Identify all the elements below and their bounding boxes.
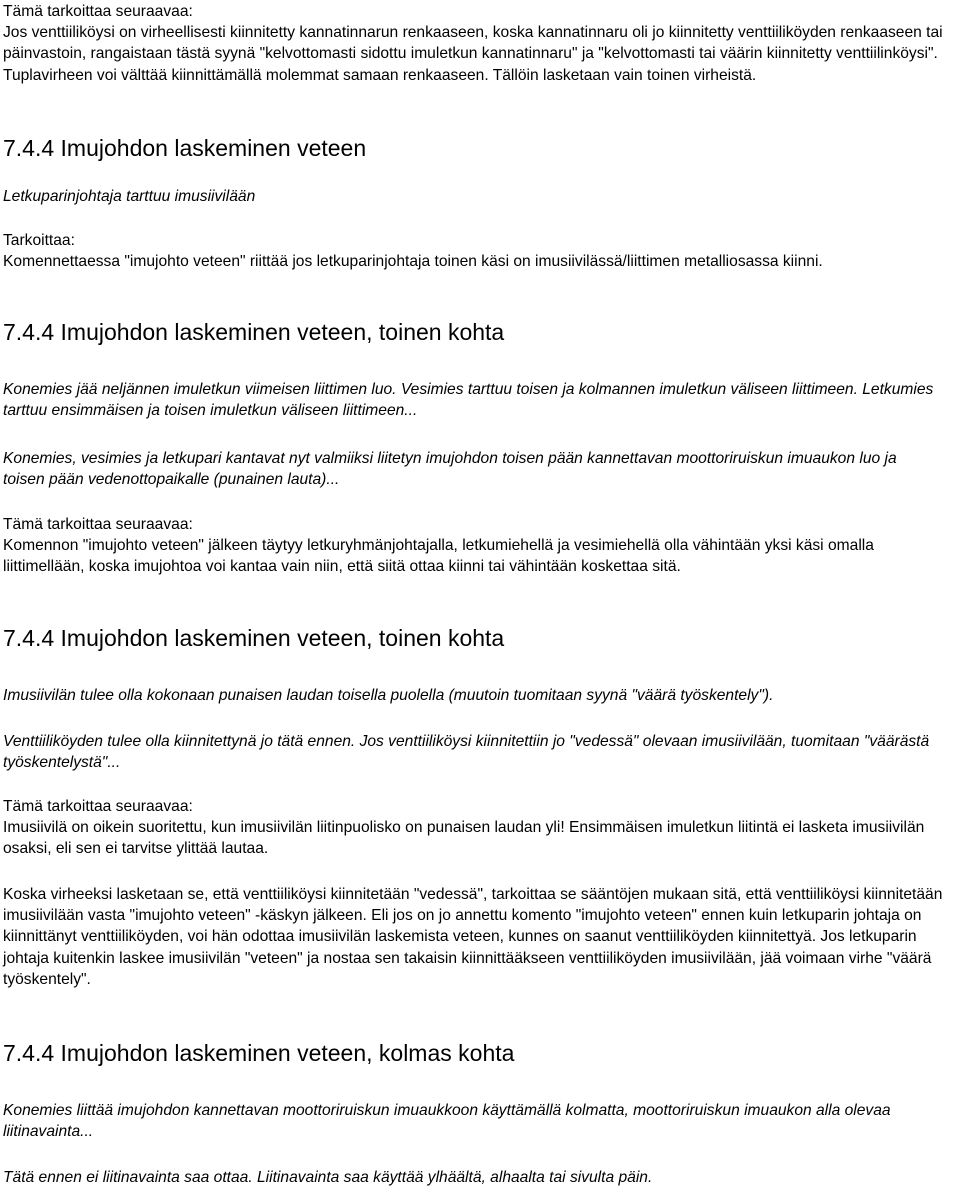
rule-text-1: Letkuparinjohtaja tarttuu imusiivilään [3, 188, 256, 205]
rule-text-7: Tätä ennen ei liitinavainta saa ottaa. Liitinavainta saa käyttää ylhäältä, alhaalta tai sivulta päin. [3, 1169, 653, 1186]
rule-text-3: Konemies, vesimies ja letkupari kantavat nyt valmiiksi liitetyn imujohdon toisen pään kannettavan moottoriruiskun imuaukon luo ja toisen pään vedenottopaikalle (punainen lauta)... [3, 450, 897, 489]
section-heading-2: 7.4.4 Imujohdon laskeminen veteen, toinen kohta [3, 319, 505, 345]
section-heading-1: 7.4.4 Imujohdon laskeminen veteen [3, 135, 367, 161]
explanation-paragraph-2: Tämä tarkoittaa seuraavaa: Komennon "imujohto veteen" jälkeen täytyy letkuryhmänjohtajalla, letkumiehellä ja vesimiehellä olla vähintään yksi käsi omalla liittimellään, koska imujohtoa voi kantaa vain niin, että siitä ottaa kiinni tai vähintään koskettaa sitä. [3, 516, 874, 576]
rule-text-5: Venttiiliköyden tulee olla kiinnitettynä jo tätä ennen. Jos venttiiliköysi kiinnitettiin jo "vedessä" olevaan imusiivilään, tuomitaan "väärästä työskentelystä"... [3, 733, 930, 772]
section-heading-4: 7.4.4 Imujohdon laskeminen veteen, kolmas kohta [3, 1040, 515, 1066]
rule-text-4: Imusiivilän tulee olla kokonaan punaisen laudan toisella puolella (muutoin tuomitaan syynä "väärä työskentely"). [3, 687, 774, 704]
rule-text-2: Konemies jää neljännen imuletkun viimeisen liittimen luo. Vesimies tarttuu toisen ja kolmannen imuletkun väliseen liittimeen. Letkumies tarttuu ensimmäisen ja toisen imuletkun väliseen liittimeen... [3, 381, 934, 420]
section-heading-3: 7.4.4 Imujohdon laskeminen veteen, toinen kohta [3, 625, 505, 651]
explanation-paragraph-4: Koska virheeksi lasketaan se, että venttiiliköysi kiinnitetään "vedessä", tarkoittaa se sääntöjen mukaan sitä, että venttiiliköysi kiinnitetään imusiivilään vasta "imujohto veteen" -käskyn jälkeen. Eli jos on jo annettu komento "imujohto veteen" ennen kuin letkuparin johtaja on kiinnittänyt venttiiliköyden, voi hän odottaa imusiivilän laskemista veteen, kunnes on saanut venttiiliköyden kiinnitettyä. Jos letkuparin johtaja kuitenkin laskee imusiivilän "veteen" ja nostaa sen takaisin kiinnittääkseen venttiiliköyden imusiivilään, jää voimaan virhe "väärä työskentely". [3, 886, 943, 988]
explanation-paragraph-3: Tämä tarkoittaa seuraavaa: Imusiivilä on oikein suoritettu, kun imusiivilän liitinpuolisko on punaisen laudan yli! Ensimmäisen imuletkun liitintä ei lasketa imusiivilän osaksi, eli sen ei tarvitse ylittää lautaa. [3, 798, 925, 858]
intro-paragraph: Tämä tarkoittaa seuraavaa: Jos venttiiliköysi on virheellisesti kiinnitetty kannatinnarun renkaaseen, koska kannatinnaru oli jo kiinnitetty venttiiliköyden renkaaseen tai päinvastoin, rangaistaan tästä syynä "kelvottomasti sidottu imuletkun kannatinnaru" ja "kelvottomasti tai väärin kiinnitetty venttiilinköysi". Tuplavirheen voi välttää kiinnittämällä molemmat samaan renkaaseen. Tällöin lasketaan vain toinen virheistä. [3, 3, 943, 84]
explanation-paragraph-1: Tarkoittaa: Komennettaessa "imujohto veteen" riittää jos letkuparinjohtaja toinen käsi on imusiivilässä/liittimen metalliosassa kiinni. [3, 232, 823, 271]
rule-text-6: Konemies liittää imujohdon kannettavan moottoriruiskun imuaukkoon käyttämällä kolmatta, moottoriruiskun imuaukon alla olevaa liitinavainta... [3, 1102, 891, 1141]
